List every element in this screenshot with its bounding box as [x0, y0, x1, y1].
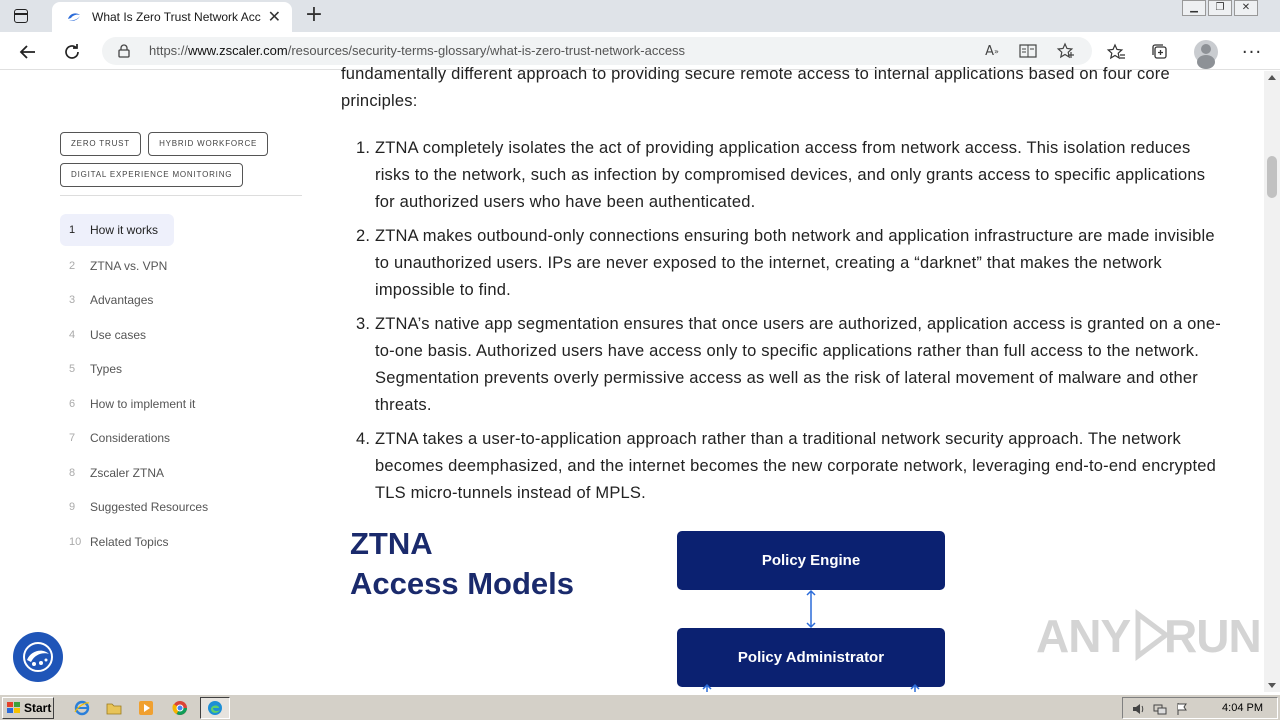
minimize-button[interactable]: ▁: [1182, 0, 1206, 16]
internet-explorer-icon: [74, 700, 90, 716]
toc-item-advantages[interactable]: [60, 283, 302, 318]
diagram-title: [350, 524, 574, 604]
toc-label: Related Topics: [90, 534, 169, 549]
tab-actions-icon: [14, 9, 28, 23]
taskbar-media-player[interactable]: [134, 697, 158, 719]
diagram-title-line2: Access Models: [350, 566, 574, 601]
chat-bot-icon: [21, 640, 55, 674]
toc-item-zscaler-ztna[interactable]: [60, 456, 302, 491]
reader-view-icon[interactable]: [1018, 42, 1038, 60]
toc-item-considerations[interactable]: [60, 421, 302, 456]
toc-label: Considerations: [90, 431, 171, 446]
windows-logo-icon: [7, 702, 21, 714]
action-center-flag-icon[interactable]: [1175, 702, 1189, 716]
principle-item: 4. ZTNA takes a user-to-application approach rather than a traditional network security approach. The network becomes deemphasized, and the internet becomes the new corporate network, leveraging end-to-end encrypted TLS micro-tunnels instead of MPLS.: [375, 426, 1221, 507]
scroll-thumb[interactable]: [1267, 156, 1277, 198]
toc-number: 4: [69, 328, 76, 341]
close-window-button[interactable]: ✕: [1234, 0, 1258, 16]
add-favorite-icon[interactable]: [1056, 42, 1076, 60]
principle-item: 3. ZTNA’s native app segmentation ensures that once users are authorized, application access is granted on a one-to-one basis. Authorized users have access only to specific applications rather than full access to the network. Segmentation prevents overly permissive access as well as the risk of lateral movement of malware and other threats.: [375, 311, 1221, 419]
toc-item-types[interactable]: [60, 352, 302, 387]
toc-number: 2: [69, 259, 76, 272]
page-scrollbar[interactable]: [1264, 71, 1280, 692]
read-aloud-icon[interactable]: A »: [985, 43, 999, 59]
toc-item-how-it-works[interactable]: [60, 214, 174, 246]
network-icon[interactable]: [1153, 702, 1167, 716]
taskbar-edge[interactable]: [200, 697, 230, 719]
tab-actions-button[interactable]: [10, 6, 32, 26]
toc-item-how-to-implement[interactable]: [60, 387, 302, 422]
principle-item: 2. ZTNA makes outbound-only connections ensuring both network and application infrastructure are made invisible to unauthorized users. IPs are never exposed to the internet, creating a “darknet” that makes the network impossible to find.: [375, 223, 1221, 304]
toc-item-related-topics[interactable]: [60, 525, 302, 560]
chat-widget-button[interactable]: [13, 632, 63, 682]
url-protocol: https://: [149, 43, 189, 58]
taskbar-ie[interactable]: [70, 697, 94, 719]
principles-list: [341, 135, 1221, 507]
zscaler-favicon-icon: [66, 9, 82, 25]
toc-label: Advantages: [90, 293, 154, 308]
table-of-contents: [60, 214, 302, 559]
scroll-down-arrow[interactable]: [1268, 683, 1276, 688]
tab-title: What Is Zero Trust Network Acc: [92, 10, 261, 24]
taskbar-explorer[interactable]: [102, 697, 126, 719]
topic-tags: [60, 131, 302, 193]
toc-label: Suggested Resources: [90, 500, 209, 515]
toc-number: 6: [69, 397, 76, 410]
more-options-icon[interactable]: ···: [1241, 41, 1263, 63]
toc-item-suggested-resources[interactable]: [60, 490, 302, 525]
toc-label: ZTNA vs. VPN: [90, 258, 168, 273]
toc-number: 5: [69, 363, 76, 376]
toc-number: 9: [69, 501, 76, 514]
toc-number: 1: [69, 224, 76, 236]
edge-icon: [207, 700, 223, 716]
anyrun-watermark-logo: [1036, 606, 1261, 664]
tag-zero-trust[interactable]: ZERO TRUST: [60, 132, 141, 156]
back-button[interactable]: [16, 40, 40, 64]
toc-label: How it works: [90, 223, 159, 237]
url-domain: www.zscaler.com: [188, 43, 288, 58]
toc-item-ztna-vs-vpn[interactable]: [60, 249, 302, 284]
toc-number: 3: [69, 294, 76, 307]
back-arrow-icon: [19, 43, 37, 61]
principle-item: 1. ZTNA completely isolates the act of providing application access from network access. This isolation reduces risks to the network, such as infection by compromised devices, and only grants access to specific applications for authorized users who have been authenticated.: [375, 135, 1221, 216]
refresh-icon: [63, 43, 81, 61]
toc-label: Use cases: [90, 327, 147, 342]
refresh-button[interactable]: [60, 40, 84, 64]
intro-paragraph: fundamentally different approach to providing secure remote access to internal applications based on four core principles:: [341, 65, 1170, 110]
windows-taskbar: [0, 694, 1280, 720]
start-label: Start: [24, 701, 52, 715]
toc-number: 10: [69, 535, 82, 548]
lock-icon: [118, 44, 130, 58]
restore-button[interactable]: ❐: [1208, 0, 1232, 16]
toc-number: 7: [69, 432, 76, 445]
article-body: [341, 61, 1221, 514]
toc-label: Types: [90, 362, 123, 377]
url-text[interactable]: [149, 43, 685, 58]
toc-item-use-cases[interactable]: [60, 318, 302, 353]
tab-strip: [0, 0, 1280, 32]
url-path: /resources/security-terms-glossary/what-is-zero-trust-network-access: [287, 43, 686, 58]
chrome-icon: [172, 700, 188, 716]
policy-administrator-box: Policy Administrator: [677, 628, 945, 687]
connector-arrows: [700, 685, 930, 693]
window-controls: [1180, 0, 1258, 18]
system-tray: [1122, 697, 1278, 719]
tag-digital-experience-monitoring[interactable]: DIGITAL EXPERIENCE MONITORING: [60, 163, 243, 187]
policy-engine-box: Policy Engine: [677, 531, 945, 590]
diagram-title-line1: ZTNA: [350, 526, 433, 561]
taskbar-clock[interactable]: 4:04 PM: [1222, 702, 1263, 714]
folder-icon: [106, 701, 122, 715]
volume-icon[interactable]: [1131, 702, 1145, 716]
toc-label: How to implement it: [90, 396, 196, 411]
scroll-up-arrow[interactable]: [1268, 75, 1276, 80]
toc-number: 8: [69, 466, 76, 479]
favorites-icon: [1107, 44, 1125, 60]
svg-text:ANY: ANY: [1036, 610, 1131, 662]
taskbar-chrome[interactable]: [168, 697, 192, 719]
tag-hybrid-workforce[interactable]: HYBRID WORKFORCE: [148, 132, 268, 156]
start-button[interactable]: [2, 697, 54, 719]
svg-text:RUN: RUN: [1164, 610, 1261, 662]
web-page: [0, 65, 1264, 692]
bidirectional-arrow: [802, 589, 820, 629]
tab-active[interactable]: [52, 2, 292, 32]
sidebar-divider: [60, 195, 302, 196]
media-player-icon: [138, 700, 154, 716]
new-tab-button[interactable]: +: [304, 2, 324, 27]
anyrun-watermark: [1036, 606, 1261, 675]
collections-icon: [1151, 43, 1169, 61]
tab-close-icon[interactable]: ✕: [267, 7, 282, 26]
toc-label: Zscaler ZTNA: [90, 465, 165, 480]
